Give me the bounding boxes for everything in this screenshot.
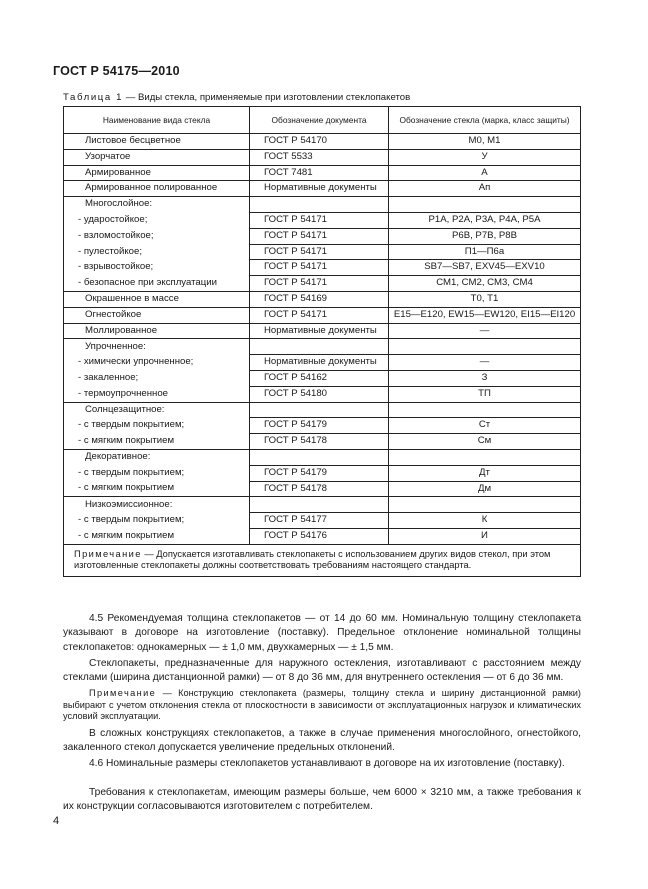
- document-cell: [250, 197, 389, 213]
- document-cell: ГОСТ Р 54178: [250, 481, 389, 497]
- table-caption: [63, 92, 410, 103]
- table-note-row: [64, 544, 581, 576]
- glass-type-cell: - химически упрочненное;: [64, 355, 250, 371]
- table-group-row: [64, 497, 581, 513]
- glass-type-cell: Низкоэмиссионное:: [64, 497, 250, 513]
- paragraph-4-5-text: 4.5 Рекомендуемая толщина стеклопакетов — от 14 до 60 мм. Номинальную толщину стеклопакета указывают в договоре на изготовление (поставку). Предельное отклонение номинальной толщины стеклопакетов: однокамерных — ± 1,0 мм, двухкамерных — ± 1,5 мм.: [63, 613, 581, 653]
- document-cell: ГОСТ Р 54170: [250, 134, 389, 150]
- document-cell: ГОСТ Р 54178: [250, 434, 389, 450]
- glass-type-cell: Огнестойкое: [64, 307, 250, 323]
- table-group-row: [64, 402, 581, 418]
- table-row: [64, 434, 581, 450]
- document-cell: ГОСТ Р 54179: [250, 418, 389, 434]
- glass-type-cell: - ударостойкое;: [64, 212, 250, 228]
- paragraph-4-5: [63, 612, 581, 655]
- mark-cell: СМ1, СМ2, СМ3, СМ4: [389, 276, 581, 292]
- glass-type-cell: Солнцезащитное:: [64, 402, 250, 418]
- mark-cell: Ст: [389, 418, 581, 434]
- glass-type-cell: Многослойное:: [64, 197, 250, 213]
- table-row: [64, 465, 581, 481]
- table-row: [64, 370, 581, 386]
- mark-cell: P1A, P2A, P3A, P4A, P5A: [389, 212, 581, 228]
- glass-type-cell: Армированное полированное: [64, 181, 250, 197]
- table-note-label: Примечание: [74, 548, 142, 559]
- mark-cell: SB7—SB7, EXV45—EXV10: [389, 260, 581, 276]
- table-row: [64, 149, 581, 165]
- paragraph-outdoor-glazing-text: Стеклопакеты, предназначенные для наружного остекления, изготавливают с расстоянием между стеклами (ширина дистанционной рамки) — от 8 до 36 мм, для внутреннего остекления — от 6 до 36 мм.: [63, 658, 581, 684]
- document-cell: ГОСТ Р 54171: [250, 260, 389, 276]
- glass-type-cell: - с мягким покрытием: [64, 434, 250, 450]
- table-group-row: [64, 449, 581, 465]
- glass-type-cell: Упрочненное:: [64, 339, 250, 355]
- glass-type-cell: Листовое бесцветное: [64, 134, 250, 150]
- mark-cell: М0, М1: [389, 134, 581, 150]
- document-cell: ГОСТ Р 54171: [250, 307, 389, 323]
- table-group-row: [64, 339, 581, 355]
- mark-cell: [389, 197, 581, 213]
- glass-type-cell: Моллированное: [64, 323, 250, 339]
- paragraph-4-6: [63, 757, 581, 771]
- table-row: [64, 418, 581, 434]
- document-header: ГОСТ Р 54175—2010: [53, 64, 180, 78]
- glass-type-cell: - с твердым покрытием;: [64, 465, 250, 481]
- document-cell: [250, 339, 389, 355]
- table-row: [64, 323, 581, 339]
- table-row: [64, 307, 581, 323]
- mark-cell: —: [389, 323, 581, 339]
- document-cell: [250, 449, 389, 465]
- note-2-label: Примечание: [89, 688, 157, 698]
- paragraph-complex: [63, 727, 581, 756]
- mark-cell: ТП: [389, 386, 581, 402]
- column-header-mark: Обозначение стекла (марка, класс защиты): [389, 107, 581, 134]
- document-cell: ГОСТ 7481: [250, 165, 389, 181]
- table-note: [64, 544, 581, 576]
- table-caption-text: — Виды стекла, применяемые при изготовлении стеклопакетов: [123, 92, 411, 103]
- glass-type-cell: - пулестойкое;: [64, 244, 250, 260]
- table-row: [64, 276, 581, 292]
- document-cell: ГОСТ Р 54171: [250, 244, 389, 260]
- document-cell: Нормативные документы: [250, 355, 389, 371]
- paragraph-4-6-text: 4.6 Номинальные размеры стеклопакетов устанавливают в договоре на их изготовление (поставку).: [89, 758, 565, 769]
- glass-type-cell: Узорчатое: [64, 149, 250, 165]
- mark-cell: К: [389, 513, 581, 529]
- table-row: [64, 212, 581, 228]
- table-row: [64, 355, 581, 371]
- glass-types-table: [63, 106, 581, 577]
- mark-cell: Дм: [389, 481, 581, 497]
- table-row: [64, 386, 581, 402]
- paragraph-complex-text: В сложных конструкциях стеклопакетов, а также в случае применения многослойного, огнестойкого, закаленного стекол допускается увеличение предельных отклонений.: [63, 728, 581, 754]
- table-row: [64, 228, 581, 244]
- document-cell: ГОСТ 5533: [250, 149, 389, 165]
- glass-type-cell: Декоративное:: [64, 449, 250, 465]
- mark-cell: См: [389, 434, 581, 450]
- mark-cell: E15—E120, EW15—EW120, EI15—EI120: [389, 307, 581, 323]
- table-row: [64, 528, 581, 544]
- table-row: [64, 260, 581, 276]
- table-row: [64, 513, 581, 529]
- note-2-text: — Конструкцию стеклопакета (размеры, толщину стекла и ширину дистанционной рамки) выбирают с учетом отклонения стекла от плоскостности в зависимости от эксплуатационных нагрузок и климатических условий эксплуатации.: [63, 688, 581, 722]
- glass-type-cell: - с твердым покрытием;: [64, 513, 250, 529]
- document-cell: Нормативные документы: [250, 181, 389, 197]
- column-header-document: Обозначение документа: [250, 107, 389, 134]
- glass-type-cell: - взрывостойкое;: [64, 260, 250, 276]
- mark-cell: З: [389, 370, 581, 386]
- document-cell: [250, 402, 389, 418]
- table-group-row: [64, 197, 581, 213]
- paragraph-size-text: Требования к стеклопакетам, имеющим размеры больше, чем 6000 × 3210 мм, а также требования к их конструкции согласовываются изготовителем с потребителем.: [63, 787, 581, 813]
- table-caption-label: Таблица 1: [63, 92, 124, 103]
- document-cell: ГОСТ Р 54171: [250, 228, 389, 244]
- mark-cell: У: [389, 149, 581, 165]
- glass-type-cell: - безопасное при эксплуатации: [64, 276, 250, 292]
- glass-type-cell: Окрашенное в массе: [64, 291, 250, 307]
- mark-cell: Ап: [389, 181, 581, 197]
- mark-cell: П1—П6а: [389, 244, 581, 260]
- mark-cell: Дт: [389, 465, 581, 481]
- glass-type-cell: - с мягким покрытием: [64, 481, 250, 497]
- mark-cell: P6B, P7B, P8B: [389, 228, 581, 244]
- table-row: [64, 244, 581, 260]
- document-cell: ГОСТ Р 54176: [250, 528, 389, 544]
- mark-cell: [389, 497, 581, 513]
- table-note-text: — Допускается изготавливать стеклопакеты с использованием других видов стекол, при этом изготовленные стеклопакеты должны соответствовать требованиям настоящего стандарта.: [74, 548, 551, 571]
- glass-type-cell: - термоупрочненное: [64, 386, 250, 402]
- document-cell: ГОСТ Р 54162: [250, 370, 389, 386]
- mark-cell: [389, 402, 581, 418]
- glass-type-cell: - закаленное;: [64, 370, 250, 386]
- column-header-name: Наименование вида стекла: [64, 107, 250, 134]
- glass-type-cell: - с мягким покрытием: [64, 528, 250, 544]
- page-number: 4: [53, 815, 60, 827]
- paragraph-size: [63, 786, 581, 815]
- mark-cell: Т0, Т1: [389, 291, 581, 307]
- mark-cell: [389, 339, 581, 355]
- table-row: [64, 181, 581, 197]
- document-cell: ГОСТ Р 54177: [250, 513, 389, 529]
- table-row: [64, 165, 581, 181]
- mark-cell: А: [389, 165, 581, 181]
- table-body: [64, 134, 581, 545]
- document-cell: ГОСТ Р 54171: [250, 276, 389, 292]
- document-cell: [250, 497, 389, 513]
- mark-cell: [389, 449, 581, 465]
- glass-type-cell: Армированное: [64, 165, 250, 181]
- table-row: [64, 291, 581, 307]
- mark-cell: —: [389, 355, 581, 371]
- table-header-row: [64, 107, 581, 134]
- paragraph-note-2: [63, 688, 581, 723]
- table-row: [64, 481, 581, 497]
- document-cell: ГОСТ Р 54169: [250, 291, 389, 307]
- document-cell: ГОСТ Р 54180: [250, 386, 389, 402]
- paragraph-outdoor-glazing: [63, 657, 581, 686]
- document-cell: ГОСТ Р 54179: [250, 465, 389, 481]
- document-cell: Нормативные документы: [250, 323, 389, 339]
- mark-cell: И: [389, 528, 581, 544]
- glass-type-cell: - взломостойкое;: [64, 228, 250, 244]
- document-cell: ГОСТ Р 54171: [250, 212, 389, 228]
- table-row: [64, 134, 581, 150]
- glass-type-cell: - с твердым покрытием;: [64, 418, 250, 434]
